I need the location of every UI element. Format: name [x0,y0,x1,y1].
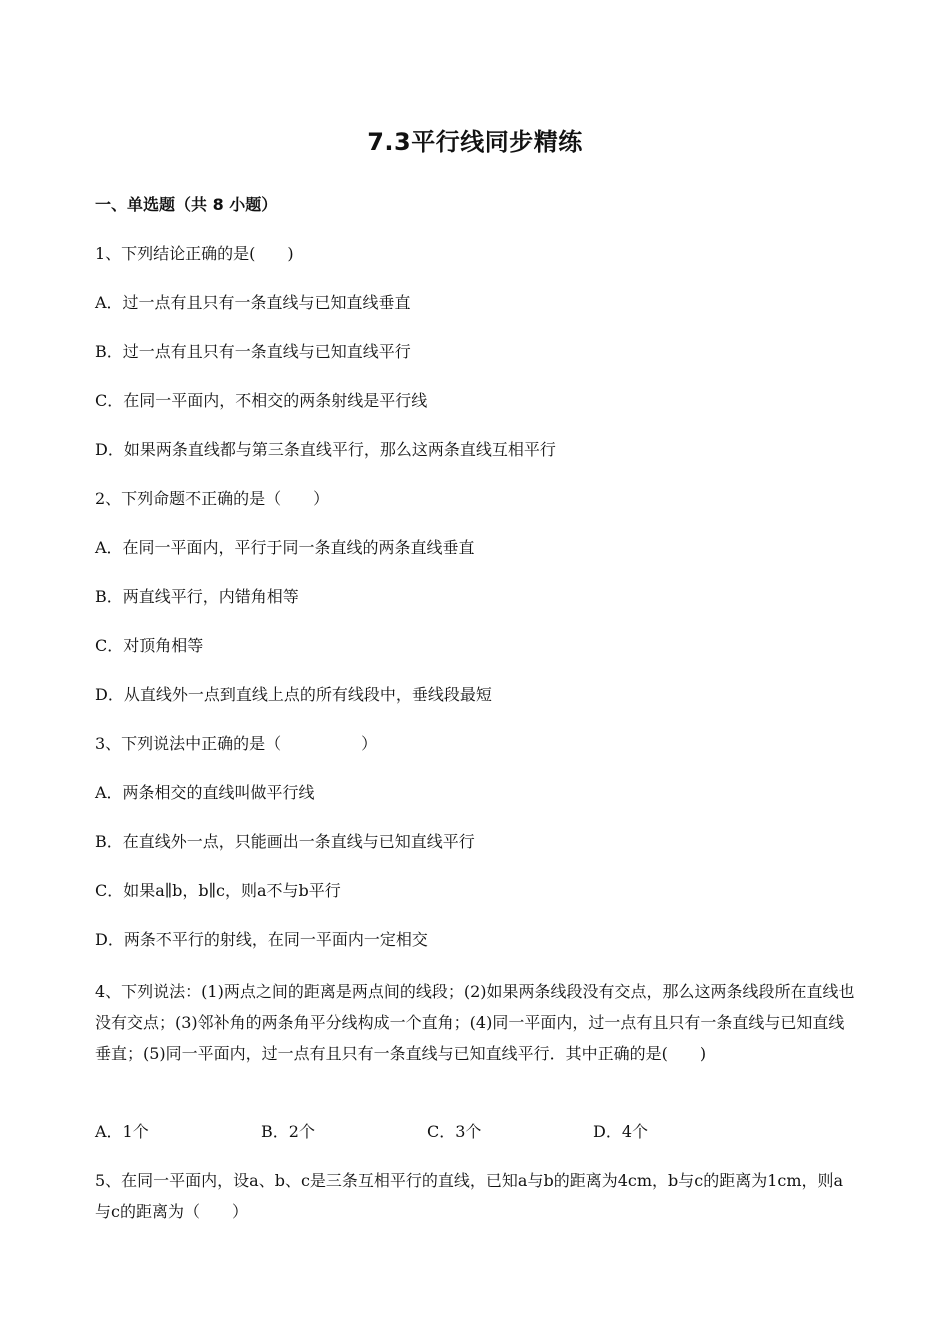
question-2-option-d: D．从直线外一点到直线上点的所有线段中，垂线段最短 [95,685,492,704]
question-3-option-c: C．如果a∥b，b∥c，则a不与b平行 [95,881,341,900]
question-3-stem: 3、下列说法中正确的是（ ） [95,734,378,753]
question-1-option-d: D．如果两条直线都与第三条直线平行，那么这两条直线互相平行 [95,440,556,459]
question-4-option-a: A．1个 [95,1122,149,1141]
question-4-stem: 4、下列说法：(1)两点之间的距离是两点间的线段；(2)如果两条线段没有交点，那么这两条线段所在直线也没有交点；(3)邻补角的两条角平分线构成一个直角；(4)同一平面内，过一点有且只有一条直线与已知直线垂直；(5)同一平面内，过一点有且只有一条直线与已知直线平行．其中正确的是( ) [95,982,855,1063]
question-4-option-d: D．4个 [593,1122,649,1141]
question-1-stem: 1、下列结论正确的是( ) [95,244,294,263]
question-4-option-b: B．2个 [261,1122,315,1141]
section-heading: 一、单选题（共 8 小题） [95,195,278,214]
question-2-stem: 2、下列命题不正确的是（ ） [95,489,330,508]
question-1-option-a: A．过一点有且只有一条直线与已知直线垂直 [95,293,411,312]
question-3-option-d: D．两条不平行的射线，在同一平面内一定相交 [95,930,428,949]
question-2-option-a: A．在同一平面内，平行于同一条直线的两条直线垂直 [95,538,475,557]
question-3-option-a: A．两条相交的直线叫做平行线 [95,783,315,802]
question-2-option-b: B．两直线平行，内错角相等 [95,587,299,606]
page-title: 7.3平行线同步精练 [367,128,583,156]
question-3-option-b: B．在直线外一点，只能画出一条直线与已知直线平行 [95,832,475,851]
question-5-stem: 5、在同一平面内，设a、b、c是三条互相平行的直线，已知a与b的距离为4cm，b与c的距离为1cm，则a与c的距离为（ ） [95,1171,844,1221]
question-1-option-b: B．过一点有且只有一条直线与已知直线平行 [95,342,411,361]
question-2-option-c: C．对顶角相等 [95,636,204,655]
question-4-option-c: C．3个 [427,1122,482,1141]
question-1-option-c: C．在同一平面内，不相交的两条射线是平行线 [95,391,428,410]
